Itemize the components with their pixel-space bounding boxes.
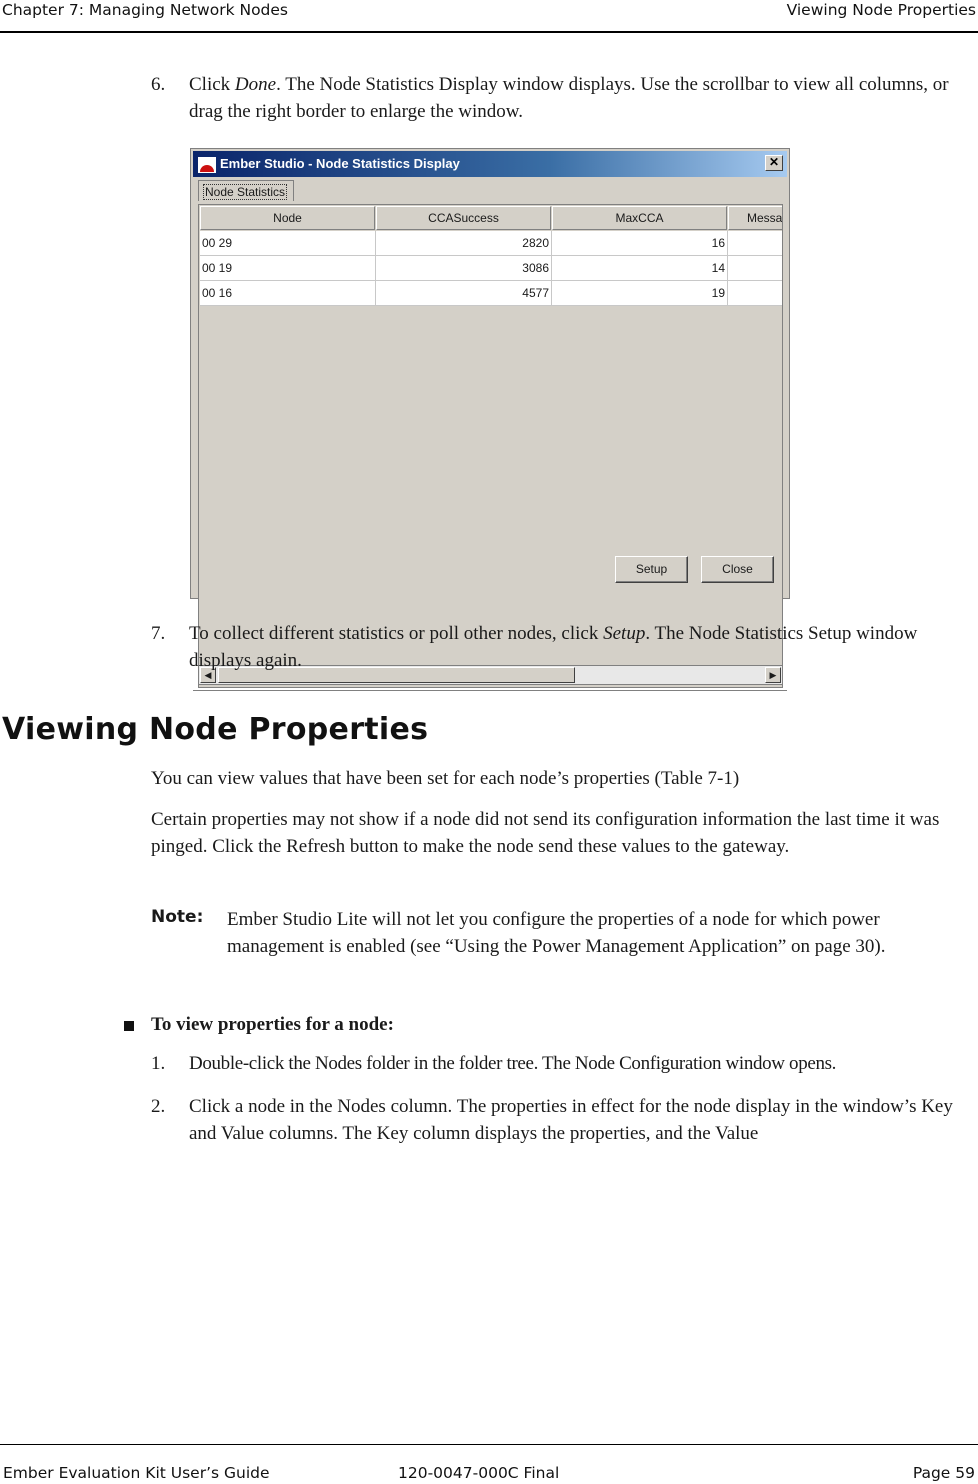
table-row[interactable] — [200, 256, 783, 281]
step-6-text: Click Done. The Node Statistics Display window displays. Use the scrollbar to view all columns, or drag the right border to enlarge the window. — [189, 74, 949, 122]
cell-messages — [728, 281, 783, 306]
cell-ccasuccess: 3086 — [376, 256, 552, 281]
table-row[interactable] — [200, 231, 783, 256]
column-header-messages[interactable]: Messa — [728, 206, 783, 230]
column-header-node[interactable]: Node — [200, 206, 375, 230]
cell-node: 00 29 — [200, 231, 376, 256]
section-heading: Viewing Node Properties — [2, 712, 429, 747]
cell-maxcca: 19 — [552, 281, 728, 306]
setup-button[interactable]: Setup — [615, 556, 688, 583]
cell-messages — [728, 231, 783, 256]
step-7-number: 7. — [151, 623, 166, 644]
statistics-table — [198, 204, 783, 688]
close-button[interactable]: Close — [701, 556, 774, 583]
cell-maxcca: 14 — [552, 256, 728, 281]
properties-paragraph: Certain properties may not show if a node did not send its configuration information the last time it was pinged. Click the Refresh button to make the node send these values to the gateway. — [151, 809, 940, 857]
column-header-ccasuccess[interactable]: CCASuccess — [376, 206, 551, 230]
window-title: Ember Studio - Node Statistics Display — [220, 156, 460, 171]
step-1-number: 1. — [151, 1053, 166, 1074]
scroll-left-icon[interactable]: ◀ — [200, 667, 216, 683]
tab-label: Node Statistics — [205, 185, 286, 199]
bullet-square-icon — [124, 1021, 134, 1031]
cell-ccasuccess: 4577 — [376, 281, 552, 306]
setup-emphasis: Setup — [603, 623, 646, 644]
step-2-text: Click a node in the Nodes column. The properties in effect for the node display in the window’s Key and Value columns. The Key column displays the properties, and the Value — [189, 1096, 953, 1144]
header-chapter: Chapter 7: Managing Network Nodes — [2, 1, 289, 19]
cell-node: 00 19 — [200, 256, 376, 281]
cell-ccasuccess: 2820 — [376, 231, 552, 256]
intro-paragraph: You can view values that have been set for each node’s properties (Table 7-1) — [151, 768, 740, 789]
footer-doc-number: 120-0047-000C Final — [398, 1464, 560, 1482]
ember-logo-icon — [198, 157, 216, 173]
note-text: Ember Studio Lite will not let you configure the properties of a node for which power management is enabled (see “Using the Power Management Application” on page 30). — [227, 909, 886, 957]
window-close-icon[interactable]: ✕ — [765, 155, 783, 171]
footer-page-number: Page 59 — [912, 1464, 975, 1482]
header-section: Viewing Node Properties — [786, 1, 976, 19]
tab-node-statistics[interactable] — [198, 180, 294, 201]
step-7-text: To collect different statistics or poll other nodes, click Setup. The Node Statistics Setup window displays again. — [189, 623, 918, 671]
step-6-number: 6. — [151, 74, 166, 95]
cell-messages — [728, 256, 783, 281]
cell-maxcca: 16 — [552, 231, 728, 256]
done-emphasis: Done — [234, 74, 277, 95]
divider — [193, 690, 787, 691]
page-footer — [0, 1444, 978, 1484]
step-1-text: Double-click the Nodes folder in the folder tree. The Node Configuration window opens. — [189, 1053, 837, 1074]
window-title-bar — [193, 151, 787, 177]
scroll-right-icon[interactable]: ▶ — [765, 667, 781, 683]
column-header-maxcca[interactable]: MaxCCA — [552, 206, 727, 230]
note-label: Note: — [151, 907, 204, 927]
table-row[interactable] — [200, 281, 783, 306]
procedure-heading: To view properties for a node: — [151, 1014, 394, 1035]
page-header — [0, 0, 978, 33]
cell-node: 00 16 — [200, 281, 376, 306]
footer-title: Ember Evaluation Kit User’s Guide — [3, 1464, 270, 1482]
step-2-number: 2. — [151, 1096, 166, 1117]
